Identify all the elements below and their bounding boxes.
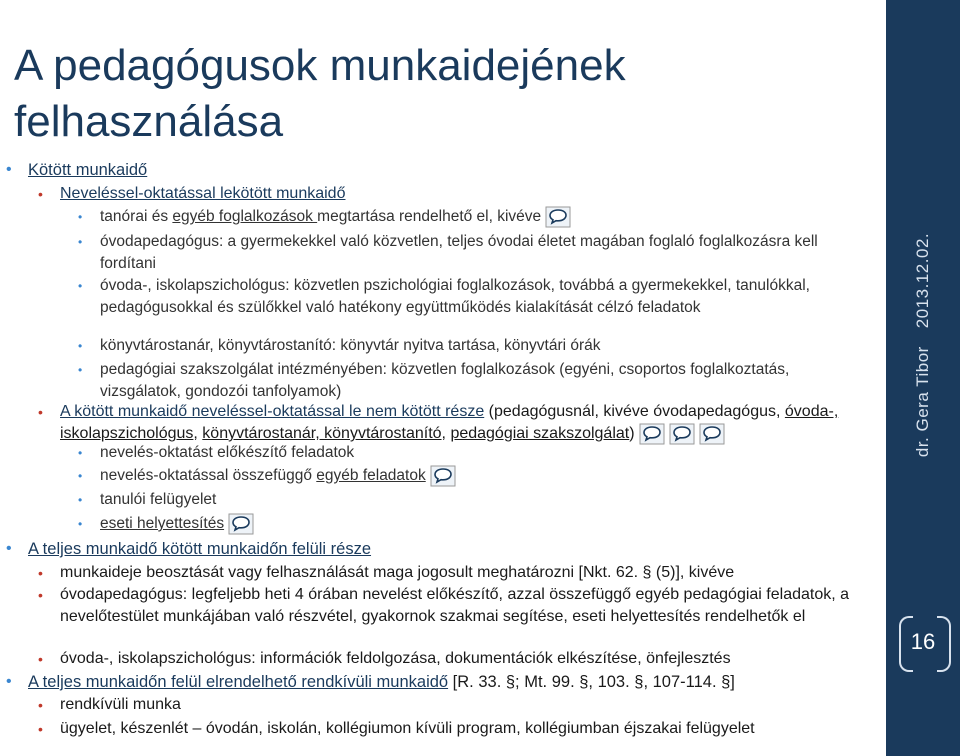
text: A teljes munkaidő kötött munkaidőn felüli része: [28, 540, 372, 558]
text: (pedagógusnál, kivéve óvodapedagógus,: [484, 403, 785, 420]
text: pedagógiai szakszolgálat: [450, 425, 630, 443]
text: tanórai és: [100, 208, 173, 226]
list-item: [100, 465, 800, 487]
list-item: • ügyelet, készenlét – óvodán, iskolán, kollégiumon kívüli program, kollégiumban éjszakai felügyelet: [60, 718, 875, 740]
list-item: • tanulói felügyelet: [100, 489, 800, 511]
list-item: [60, 401, 870, 445]
text: eseti helyettesítés: [100, 515, 225, 533]
comment-icon[interactable]: [228, 513, 254, 535]
list-item: [60, 183, 860, 205]
slide-number-box: [893, 616, 953, 672]
list-item: • óvoda-, iskolapszichológus: közvetlen pszichológiai foglalkozások, továbbá a gyermekekkel, tanulókkal, pedagógusokkal és szülőkkel való hatékony együttműködés kialakítását célzó feladatok: [100, 275, 860, 319]
list-item: [100, 206, 860, 228]
slide-number: 16: [910, 629, 936, 654]
author: dr. Gera Tibor: [913, 346, 932, 458]
list-item: [100, 513, 800, 535]
page-title: A pedagógusok munkaidejének felhasználása: [14, 41, 626, 146]
author-date-vertical: [913, 224, 933, 466]
heading-neveles: Neveléssel-oktatással lekötött munkaidő: [60, 185, 346, 202]
list-item: • rendkívüli munka: [60, 694, 860, 716]
text: A kötött munkaidő neveléssel-oktatással le nem kötött része: [60, 403, 485, 420]
text: óvoda-, iskolapszichológus: [60, 403, 839, 443]
list-item: • munkaideje beosztását vagy felhasználását maga jogosult meghatározni [Nkt. 62. § (5)], kivéve: [60, 562, 870, 584]
text: egyéb feladatok: [316, 467, 426, 485]
comment-icon[interactable]: [545, 206, 571, 228]
list-item: • óvodapedagógus: a gyermekekkel való közvetlen, teljes óvodai életet magában foglaló foglalkozásra kell fordítani: [100, 231, 840, 275]
text: ): [629, 425, 635, 443]
list-item: [28, 538, 868, 560]
list-item: • nevelés-oktatást előkészítő feladatok: [100, 442, 800, 464]
list-item: [28, 159, 868, 181]
list-item: • könyvtárostanár, könyvtárostanító: könyvtár nyitva tartása, könyvtári órák: [100, 335, 860, 357]
list-item: • óvodapedagógus: legfeljebb heti 4 órában nevelést előkészítő, azzal összefüggő egyéb pedagógiai feladatok, a nevelőtestület munkájában való részvétel, gyakornok szakmai segítése, eseti helyettesítés rendelhetők el: [60, 584, 875, 628]
text: A teljes munkaidőn felül elrendelhető rendkívüli munkaidő: [28, 673, 449, 691]
text: megtartása rendelhető el, kivéve: [317, 208, 542, 226]
text: ,: [441, 425, 451, 443]
list-item: • óvoda-, iskolapszichológus: információk feldolgozása, dokumentációk elkészítése, önfejlesztés: [60, 648, 870, 670]
text: egyéb foglalkozások: [172, 208, 318, 226]
text: [R. 33. §; Mt. 99. §, 103. §, 107-114. §]: [448, 673, 735, 691]
text: könyvtárostanár, könyvtárostanító: [202, 425, 442, 443]
list-item: • pedagógiai szakszolgálat intézményében: közvetlen foglalkozások (egyéni, csoportos foglalkoztatás, vizsgálatok, gondozói tanfolyamok): [100, 359, 820, 403]
list-item: [28, 671, 878, 693]
date: 2013.12.02.: [913, 232, 932, 329]
heading-kotott: Kötött munkaidő: [28, 161, 148, 179]
text: ,: [193, 425, 203, 443]
text: nevelés-oktatással összefüggő: [100, 467, 317, 485]
comment-icon[interactable]: [430, 465, 456, 487]
